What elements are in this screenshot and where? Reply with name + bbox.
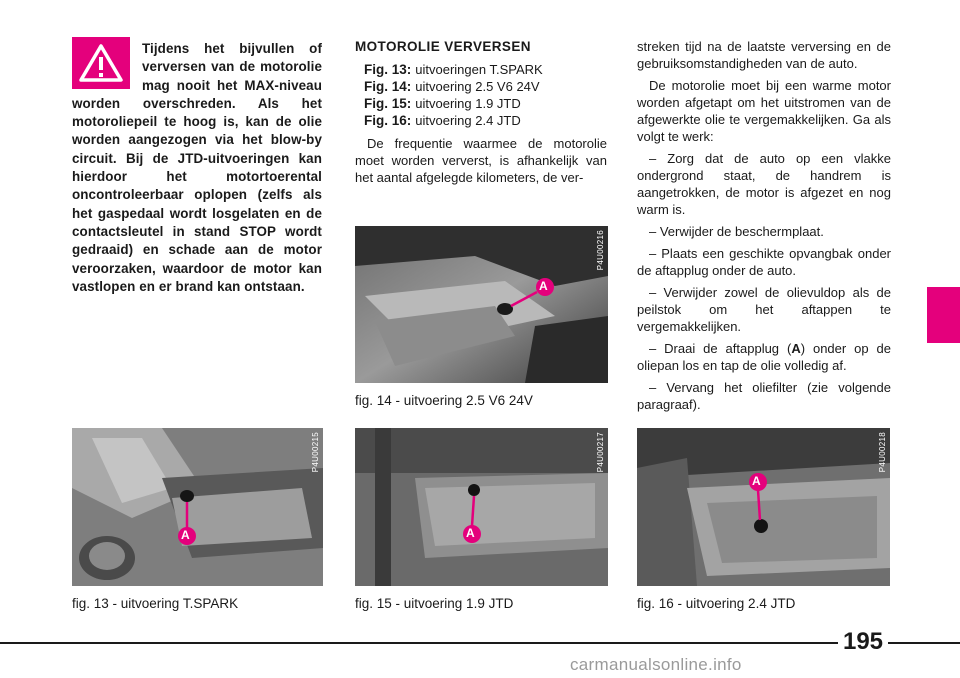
fig14-photo xyxy=(355,226,608,383)
intro-paragraph: De frequentie waarmee de motorolie moet worden ververst, is afhankelijk van het aantal afgelegde kilometers, de ver- xyxy=(355,136,607,185)
fig-ref-text: uitvoering 2.4 JTD xyxy=(415,113,521,128)
marker-a: A xyxy=(181,528,190,542)
fig15-photo xyxy=(355,428,608,586)
section-title: MOTOROLIE VERVERSEN xyxy=(355,39,531,54)
paragraph: streken tijd na de laatste verversing en de gebruiksomstandigheden van de auto. xyxy=(637,39,891,71)
warning-text: Tijdens het bijvullen of verversen van de motorolie mag nooit het MAX-niveau worden overschreden. Als het motoroliepeil te hoog is, kan de olie worden aangezogen via het blow-by circuit. Bij de JTD-uitvoeringen kan hierdoor het motortoerental oncontroleerbaar oplopen (zelfs als het gaspedaal wordt losgelaten en de contactsleutel in stand STOP wordt gedraaid) en schade aan de motor veroorzaken, waardoor de motor kan vastlopen en er brand kan ontstaan. xyxy=(72,41,322,294)
marker-ref: A xyxy=(791,341,801,356)
step: – Verwijder de beschermplaat. xyxy=(649,224,824,239)
fig14-caption: fig. 14 - uitvoering 2.5 V6 24V xyxy=(355,393,533,408)
fig-ref: Fig. 13: xyxy=(364,62,412,77)
fig-ref: Fig. 14: xyxy=(364,79,412,94)
fig16-photo xyxy=(637,428,890,586)
fig-ref-text: uitvoeringen T.SPARK xyxy=(415,62,543,77)
step-text: – Draai de aftapplug ( xyxy=(649,341,792,356)
marker-a: A xyxy=(539,279,548,293)
fig-ref-line xyxy=(364,112,607,129)
fig13-photo xyxy=(72,428,323,586)
figure-code: P4U00215 xyxy=(311,432,320,473)
fig16-caption: fig. 16 - uitvoering 2.4 JTD xyxy=(637,596,796,611)
fig13-caption: fig. 13 - uitvoering T.SPARK xyxy=(72,596,239,611)
step: – Verwijder zowel de olievuldop als de peilstok om het aftappen te vergemakkelijken. xyxy=(637,285,891,334)
fig-ref-line xyxy=(364,95,607,112)
fig15-caption: fig. 15 - uitvoering 1.9 JTD xyxy=(355,596,514,611)
page-number: 195 xyxy=(842,628,884,655)
step: – Vervang het oliefilter (zie volgende paragraaf). xyxy=(637,380,891,412)
fig-ref: Fig. 15: xyxy=(364,96,412,111)
marker-a: A xyxy=(752,474,761,488)
figure-code: P4U00216 xyxy=(596,230,605,271)
footer-rule xyxy=(888,642,960,644)
figure-code: P4U00217 xyxy=(596,432,605,473)
warning-text-block xyxy=(72,40,322,296)
marker-a: A xyxy=(466,526,475,540)
procedure-column xyxy=(637,38,891,418)
fig-ref: Fig. 16: xyxy=(364,113,412,128)
fig-ref-text: uitvoering 2.5 V6 24V xyxy=(415,79,540,94)
step-text: ) onder op de oliepan los en tap de olie volledig af. xyxy=(637,341,891,373)
paragraph: De motorolie moet bij een warme motor worden afgetapt om het uitstromen van de afgewerkte olie te vergemakkelijken. Ga als volgt te werk: xyxy=(637,78,891,144)
step: – Plaats een geschikte opvangbak onder de aftapplug onder de auto. xyxy=(637,246,891,278)
footer-rule xyxy=(0,642,838,644)
step: – Zorg dat de auto op een vlakke ondergrond staat, de handrem is aangetrokken, de motor is afgezet en nog warm is. xyxy=(637,151,891,217)
section-tab-marker xyxy=(927,287,960,343)
step xyxy=(637,340,891,374)
section-column xyxy=(355,38,607,186)
watermark: carmanualsonline.info xyxy=(570,655,742,674)
fig-ref-text: uitvoering 1.9 JTD xyxy=(415,96,521,111)
figure-code: P4U00218 xyxy=(878,432,887,473)
fig-ref-line xyxy=(364,61,607,78)
fig-ref-line xyxy=(364,78,607,95)
